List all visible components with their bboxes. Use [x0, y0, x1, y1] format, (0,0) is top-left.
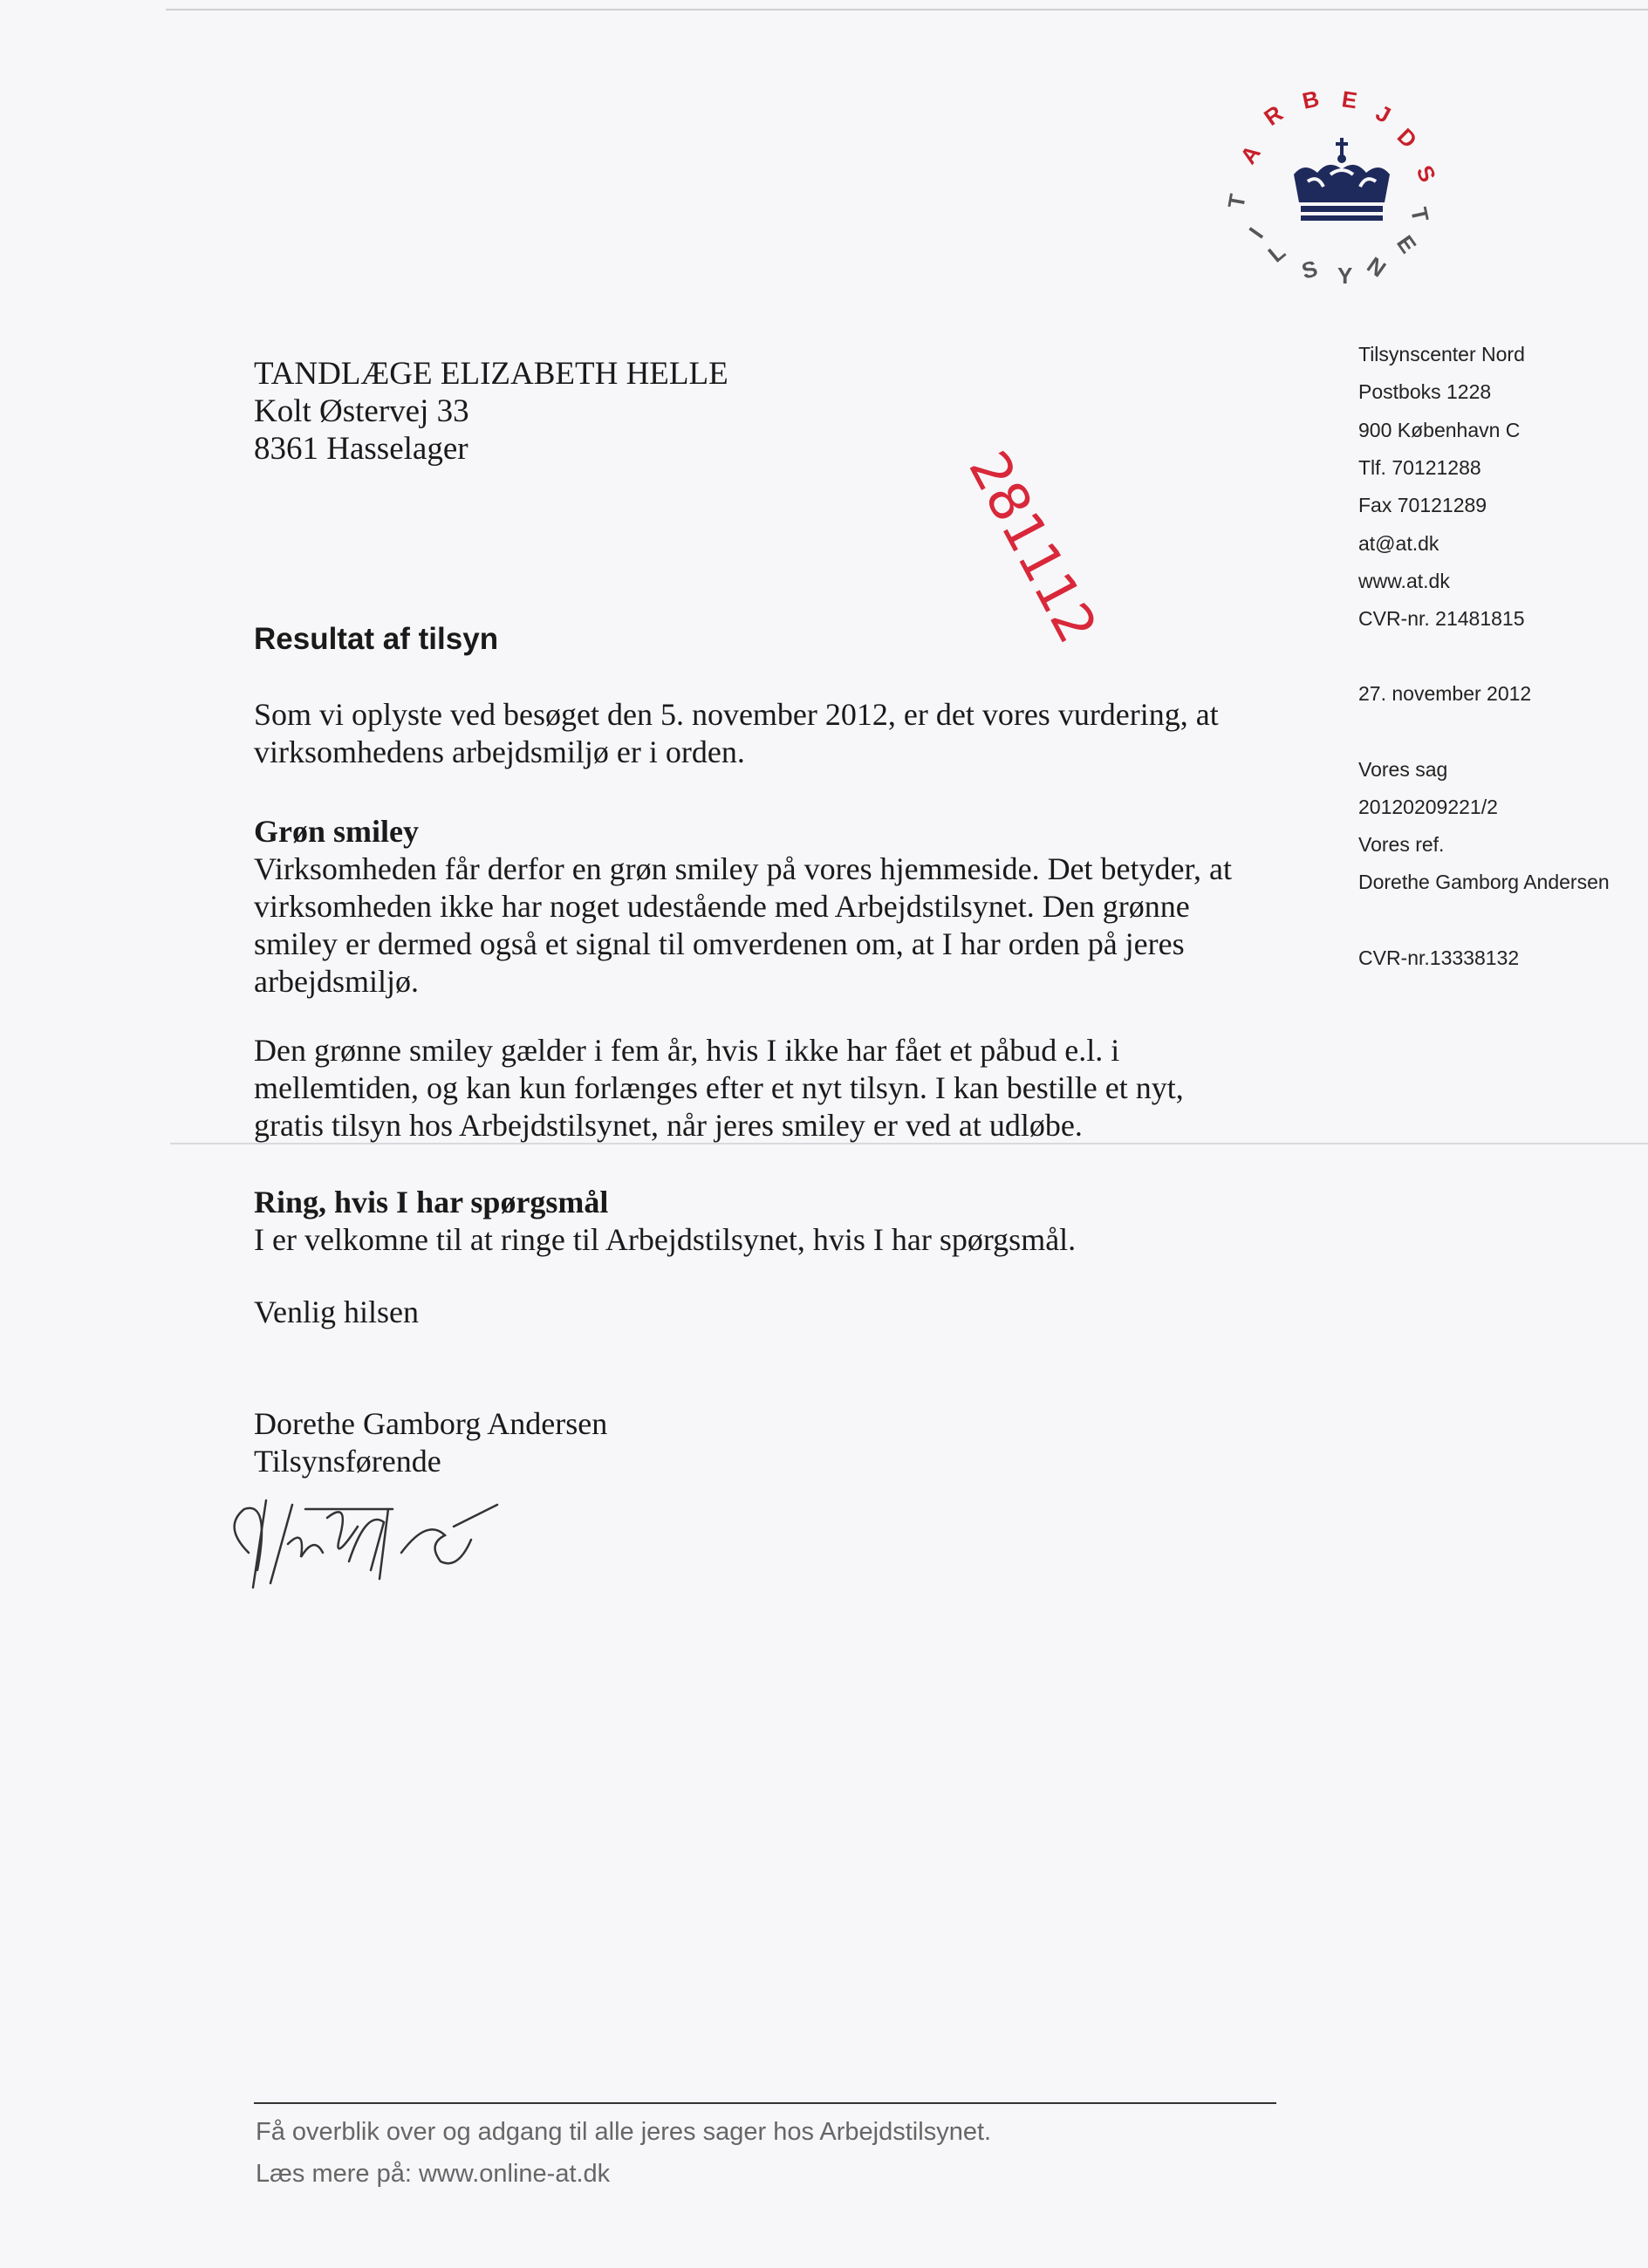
contact-text: I er velkomne til at ringe til Arbejdstilsynet, hvis I har spørgsmål. — [254, 1222, 1077, 1257]
svg-text:T: T — [1405, 205, 1434, 224]
sender-fax: Fax 70121289 — [1358, 494, 1487, 516]
stamp-text: 281112 — [956, 441, 1110, 653]
validity-paragraph — [254, 1032, 1327, 1144]
intro-paragraph — [254, 696, 1327, 771]
letter-date: 27. november 2012 — [1358, 682, 1532, 705]
contact-heading: Ring, hvis I har spørgsmål — [254, 1185, 609, 1219]
svg-text:S: S — [1411, 161, 1442, 187]
contact-section — [254, 1184, 1327, 1259]
intro-line: Som vi oplyste ved besøget den 5. november 2012, er det vores vurdering, at — [254, 697, 1219, 732]
reference-label: Vores ref. — [1358, 833, 1445, 856]
signer-name: Dorethe Gamborg Andersen — [254, 1406, 608, 1441]
svg-text:I: I — [1243, 222, 1269, 243]
green-smiley-section — [254, 813, 1327, 1001]
crown-icon — [1294, 138, 1390, 221]
footer-line-1: Få overblik over og adgang til alle jeres sager hos Arbejdstilsynet. — [256, 2118, 992, 2146]
sender-cvr: CVR-nr. 21481815 — [1358, 607, 1525, 630]
svg-text:N: N — [1362, 251, 1392, 283]
recipient-name: TANDLÆGE ELIZABETH HELLE — [254, 356, 728, 392]
section-line: Virksomheden får derfor en grøn smiley på vores hjemmeside. Det betyder, at — [254, 851, 1233, 886]
section-line: smiley er dermed også et signal til omverdenen om, at I har orden på jeres — [254, 926, 1185, 961]
section-line: gratis tilsyn hos Arbejdstilsynet, når jeres smiley er ved at udløbe. — [254, 1108, 1083, 1143]
svg-text:L: L — [1262, 238, 1291, 268]
recipient-street: Kolt Østervej 33 — [254, 393, 469, 429]
case-number: 20120209221/2 — [1358, 796, 1498, 818]
letter-title: Resultat af tilsyn — [254, 622, 499, 656]
svg-text:R: R — [1259, 99, 1288, 131]
green-smiley-heading: Grøn smiley — [254, 814, 419, 849]
recipient-address — [254, 355, 728, 468]
svg-text:A: A — [1234, 140, 1266, 169]
svg-text:B: B — [1300, 85, 1322, 114]
handwritten-signature — [218, 1474, 515, 1596]
recipient-cvr: CVR-nr.13338132 — [1358, 946, 1520, 969]
svg-text:S: S — [1298, 255, 1321, 284]
arbejdstilsynet-logo — [1217, 79, 1461, 314]
footer-divider — [254, 2102, 1276, 2104]
svg-text:T: T — [1222, 192, 1251, 211]
received-date-stamp — [890, 423, 1110, 653]
sender-website: www.at.dk — [1358, 570, 1450, 592]
sender-city: 900 København C — [1358, 419, 1521, 441]
closing — [254, 1294, 1327, 1331]
reference-name: Dorethe Gamborg Andersen — [1358, 871, 1610, 893]
signer — [254, 1405, 607, 1480]
svg-text:Y: Y — [1337, 263, 1353, 289]
svg-text:D: D — [1392, 123, 1423, 154]
closing-text: Venlig hilsen — [254, 1295, 419, 1329]
intro-line: virksomhedens arbejdsmiljø er i orden. — [254, 734, 745, 769]
section-line: arbejdsmiljø. — [254, 964, 419, 999]
sender-email: at@at.dk — [1358, 532, 1439, 555]
sender-phone: Tlf. 70121288 — [1358, 456, 1481, 479]
recipient-city: 8361 Hasselager — [254, 431, 468, 467]
sender-postbox: Postboks 1228 — [1358, 380, 1492, 403]
section-line: mellemtiden, og kan kun forlænges efter et nyt tilsyn. I kan bestille et nyt, — [254, 1070, 1184, 1105]
svg-text:J: J — [1371, 99, 1396, 129]
footer-line-2: Læs mere på: www.online-at.dk — [256, 2160, 611, 2188]
sender-office: Tilsynscenter Nord — [1358, 343, 1525, 365]
page-fold-top — [166, 9, 1648, 10]
svg-text:E: E — [1340, 85, 1359, 114]
svg-text:E: E — [1392, 230, 1422, 258]
footer — [256, 2111, 991, 2195]
case-label: Vores sag — [1358, 758, 1448, 781]
section-line: Den grønne smiley gælder i fem år, hvis I ikke har fået et påbud e.l. i — [254, 1033, 1120, 1068]
signer-title: Tilsynsførende — [254, 1444, 441, 1479]
section-line: virksomheden ikke har noget udestående med Arbejdstilsynet. Den grønne — [254, 889, 1190, 924]
